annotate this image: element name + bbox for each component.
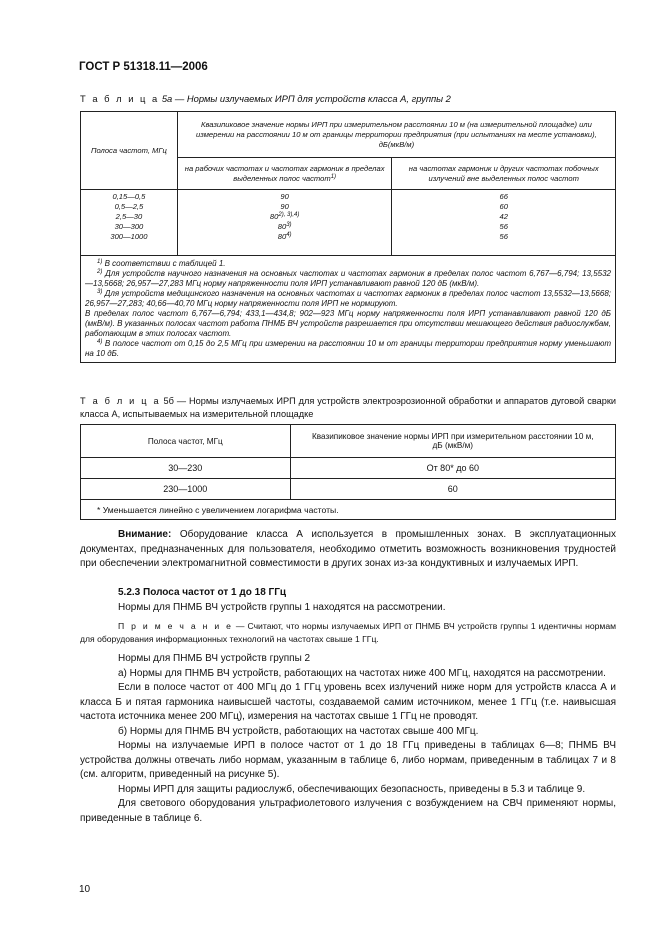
table-5a [80,111,616,363]
note-label: П р и м е ч а н и е [118,621,233,631]
table-caption-text: 5а — Нормы излучаемых ИРП для устройств класса А, группы 2 [161,93,451,104]
table-5b [80,424,616,520]
table-caption-text: 5б — Нормы излучаемых ИРП для устройств электроэрозионной обработки и аппаратов дуговой сварки класса А, испытываемых на измерительной площадке [80,396,616,419]
paragraph: Нормы на излучаемые ИРП в полосе частот от 1 до 18 ГГц приведены в таблицах 6—8; ПНМБ ВЧ устройства должны отвечать либо нормам, указанным в таблице 6, либо нормам, приведенным в таблицах 7 и 8 (см. алгоритм, приведенный на рисунке 5). [80,740,616,780]
header-quasi-peak: Квазипиковое значение нормы ИРП при измерительном расстоянии 10 м (на измерительной площадке) или измерении на расстоянии 10 м от границы территории предприятия (при испытаниях на месте установки), дБ(мкВ/м) [177,112,615,158]
header-band: Полоса частот, МГц [81,425,291,458]
footnote-3: $^{3)}$ Для устройств медицинского назначения на основных частотах и частотах гармоник в пределах полос частот 13,5532—13,5668; 26,957—27,283; 40,66—40,70 МГц норму напряженности поля ИРП не нормируют. [85,289,611,308]
paragraph: б) Нормы для ПНМБ ВЧ устройств, работающих на частотах свыше 400 МГц. [118,725,479,737]
table-label: Т а б л и ц а [80,93,160,104]
paragraph: Нормы для ПНМБ ВЧ устройств группы 2 [118,653,311,664]
header-outside-bands: на частотах гармоник и других частотах побочных излучений вне выделенных полос частот [392,158,616,190]
table-5b-footnote: * Уменьшается линейно с увеличением логарифма частоты. [81,500,616,520]
header-quasi-peak: Квазипиковое значение нормы ИРП при измерительном расстоянии 10 м, дБ (мкВ/м) [290,425,615,458]
footnote-4: $^{4)}$ В полосе частот от 0,15 до 2,5 МГц при измерении на расстоянии 10 м от границы территории предприятия норму уменьшают на 10 дБ. [85,339,612,358]
outside-bands-column: 66 60 42 56 56 [392,190,616,256]
section-body [80,652,616,826]
table-5a-caption [80,93,451,106]
footnote-2: $^{2)}$ Для устройств научного назначения на основных частотах и частотах гармоник в пределах полос частот 6,767—6,794; 13,5532—13,5668; 26,957—27,283 МГц норму напряженности поля ИРП устанавливают равной 120 дБ (мкВ/м). [85,269,611,288]
note [80,620,616,645]
table-5a-footnotes [81,256,616,363]
table-row: 30—300 [114,222,144,231]
note-text: — Считают, что нормы излучаемых ИРП от ПНМБ ВЧ устройств группы 1 идентичны нормам для оборудования информационных технологий на частотах свыше 1 ГГц. [80,621,617,644]
within-bands-column: 90 90 $80^{2), 3),4)}$ 80$^{3)}$ 80$^{4)}$ [177,190,392,256]
warning-label: Внимание: [118,529,172,540]
table-label: Т а б л и ц а [80,396,161,406]
paragraph: а) Нормы для ПНМБ ВЧ устройств, работающих на частотах ниже 400 МГц, находятся на рассмотрении. [118,667,606,679]
header-within-bands: на рабочих частотах и частотах гармоник в пределах выделенных полос частот$^{1)}$ [177,158,392,190]
table-row: 0,15—0,5 [112,192,146,201]
table-5b-caption [80,395,616,420]
warning-paragraph: Внимание: Оборудование класса А используется в промышленных зонах. В эксплуатационных документах, предназначенных для пользователя, необходимо отметить возможность возникновения трудностей при обеспечении электромагнитной совместимости в других зонах из-за кондуктивных и излучаемых ИРП. [80,529,616,569]
document-header: ГОСТ Р 51318.11—2006 [79,61,208,73]
paragraph: Нормы для ПНМБ ВЧ устройств группы 1 находятся на рассмотрении. [118,601,446,613]
page-number: 10 [79,884,91,895]
footnote-3-cont: В пределах полос частот 6,767—6,794; 433,1—434,8; 902—923 МГц норму напряженности поля ИРП устанавливают равной 120 дБ (мкВ/м). В указанных полосах частот работа ПНМБ ВЧ устройств разрешается при отсутствии мешающего действия радиослужбам, работающим в этих полосах частот. [85,309,611,338]
table-row: 2,5—30 [115,212,143,221]
section-heading: 5.2.3 Полоса частот от 1 до 18 ГГц [118,587,287,598]
table-row: 0,5—2,5 [114,202,144,211]
paragraph: Если в полосе частот от 400 МГц до 1 ГГц уровень всех излучений ниже норм для устройств класса А и класса Б и пятая гармоника наивысшей частоты, создаваемой самим источником, менее 1 ГГц (т.е. наивысшая частота источника менее 200 МГц), измерения на частотах свыше 1 ГГц не проводят. [80,682,616,722]
table-row: 300—1000 [110,232,148,241]
table-row: 30—230 От 80* до 60 [81,458,616,479]
table-row: 230—1000 60 [81,479,616,500]
section-5-2-3 [80,586,616,615]
band-column [81,190,178,256]
paragraph: Нормы ИРП для защиты радиослужб, обеспечивающих безопасность, приведены в 5.3 и таблице 9. [118,783,586,795]
paragraph: Для светового оборудования ультрафиолетового излучения с возбуждением на СВЧ применяют нормы, приведенные в таблице 6. [80,798,616,824]
footnote-1: $^{1)}$ В соответствии с таблицей 1. [97,259,226,268]
header-band: Полоса частот, МГц [81,112,178,190]
